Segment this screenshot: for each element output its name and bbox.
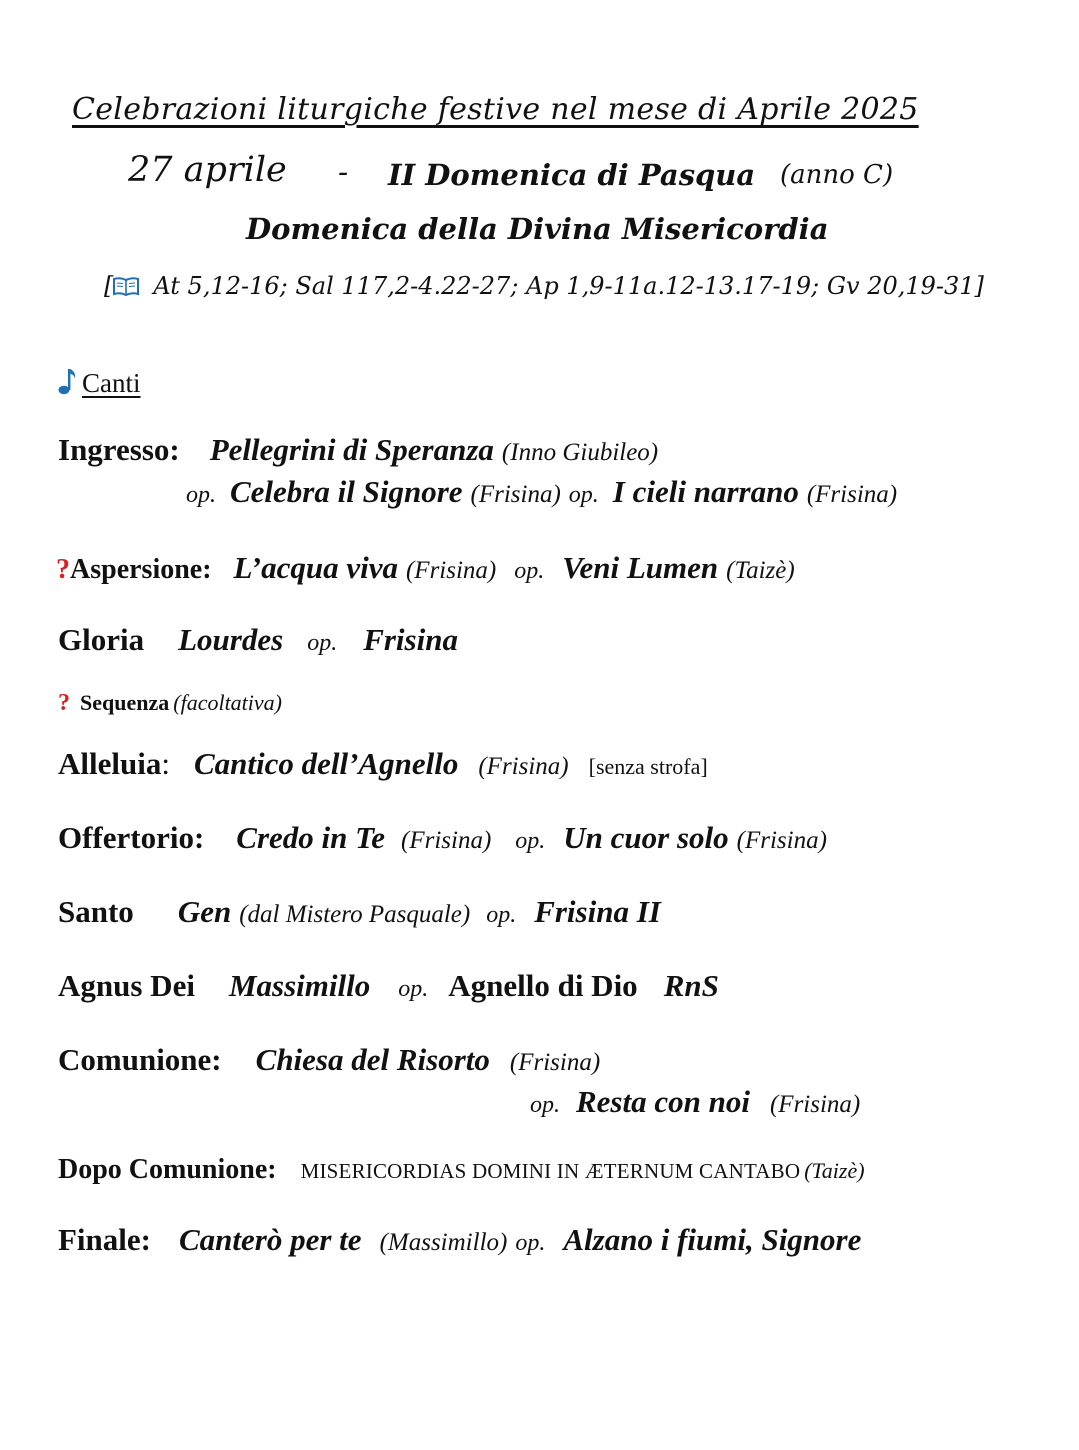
music-note-icon — [58, 366, 78, 396]
or-label: op. — [398, 976, 429, 1002]
section-canti — [58, 366, 141, 399]
song-author: (Taizè) — [726, 557, 795, 584]
or-label: op. — [307, 630, 338, 656]
chant-label: Offertorio: — [58, 820, 205, 855]
song-author: (Frisina) — [769, 1091, 861, 1118]
page-title: Celebrazioni liturgiche festive nel mese di Aprile 2025 — [72, 92, 919, 127]
liturgical-year: (anno C) — [780, 160, 894, 190]
song-author: (dal Mistero Pasquale) — [239, 901, 471, 928]
song-author: (Taizè) — [804, 1158, 865, 1183]
or-label: op. — [514, 558, 545, 584]
song-author: (Frisina) — [470, 481, 561, 508]
or-label: op. — [515, 828, 546, 854]
song-title: Pellegrini di Speranza — [209, 432, 494, 467]
song-title: Alzano i fiumi, Signore — [563, 1222, 862, 1257]
label-colon: : — [161, 746, 170, 781]
song-title: Frisina II — [534, 894, 661, 929]
chant-note: [senza strofa] — [588, 754, 708, 779]
chant-label: Agnus Dei — [58, 968, 195, 1003]
song-author: (Frisina) — [736, 827, 827, 854]
song-author: (Frisina) — [401, 827, 492, 854]
chant-row-comunione-alternative — [530, 1084, 860, 1120]
song-author: (Frisina) — [405, 557, 497, 584]
song-title: Chiesa del Risorto — [255, 1042, 490, 1077]
song-title: Un cuor solo — [563, 820, 729, 855]
song-title: Celebra il Signore — [230, 474, 463, 509]
chant-note: (facoltativa) — [173, 690, 282, 715]
optional-marker: ? — [56, 554, 70, 585]
chant-row-offertorio — [58, 820, 827, 856]
chant-row-aspersione — [56, 550, 795, 586]
song-title: Credo in Te — [236, 820, 385, 855]
chant-row-sequenza — [58, 690, 282, 717]
section-label: Canti — [82, 368, 141, 398]
or-label: op. — [515, 1230, 546, 1256]
chant-row-comunione — [58, 1042, 600, 1078]
chant-row-dopo-comunione — [58, 1154, 865, 1186]
song-title: Frisina — [363, 622, 458, 657]
song-title: L’acqua viva — [233, 550, 398, 585]
song-author: (Frisina) — [478, 753, 569, 780]
song-title: Agnello di Dio — [448, 968, 638, 1003]
song-source: RnS — [663, 968, 719, 1003]
chant-label: Sequenza — [80, 690, 170, 715]
song-title: MISERICORDIAS DOMINI IN ÆTERNUM CANTABO — [300, 1159, 801, 1183]
chant-row-alleluia — [58, 746, 708, 782]
or-label: op. — [486, 902, 517, 928]
readings-open-bracket: [ — [104, 272, 114, 300]
or-label: op. — [186, 482, 216, 508]
chant-label: Alleluia — [58, 746, 162, 781]
chant-label: Dopo Comunione: — [58, 1154, 277, 1185]
chant-label: Finale: — [58, 1222, 151, 1257]
or-label: op. — [568, 482, 599, 508]
chant-label: Aspersione: — [70, 554, 212, 585]
chant-row-ingresso-alternatives — [186, 474, 897, 510]
song-title: Cantico dell’Agnello — [193, 746, 459, 781]
readings-text: At 5,12-16; Sal 117,2-4.22-27; Ap 1,9-11a.12-13.17-19; Gv 20,19-31] — [153, 272, 984, 300]
chant-row-santo — [58, 894, 661, 930]
or-label: op. — [530, 1092, 560, 1118]
chant-row-ingresso — [58, 432, 658, 468]
song-author: (Inno Giubileo) — [501, 439, 659, 466]
chant-label: Gloria — [58, 622, 145, 657]
song-title: Gen — [177, 894, 232, 929]
song-author: (Frisina) — [806, 481, 898, 508]
song-title: I cieli narrano — [612, 474, 799, 509]
chant-row-gloria — [58, 622, 458, 658]
book-icon — [113, 274, 139, 294]
optional-marker: ? — [58, 690, 70, 716]
chant-label: Santo — [58, 894, 134, 929]
song-title: Lourdes — [178, 622, 284, 657]
chant-row-agnus-dei — [58, 968, 719, 1004]
readings-line — [104, 272, 984, 300]
chant-label: Ingresso: — [58, 432, 180, 467]
date-separator: - — [338, 155, 349, 190]
chant-row-finale — [58, 1222, 861, 1258]
song-author: (Frisina) — [509, 1049, 601, 1076]
song-title: Canterò per te — [179, 1222, 362, 1257]
celebration-date: 27 aprile — [128, 150, 287, 190]
song-author: (Massimillo) — [379, 1229, 508, 1256]
song-title: Resta con noi — [576, 1084, 750, 1119]
sunday-name: II Domenica di Pasqua — [388, 158, 756, 192]
feast-subtitle: Domenica della Divina Misericordia — [246, 212, 829, 246]
chant-label: Comunione: — [58, 1042, 222, 1077]
song-title: Veni Lumen — [562, 550, 719, 585]
song-title: Massimillo — [228, 968, 371, 1003]
